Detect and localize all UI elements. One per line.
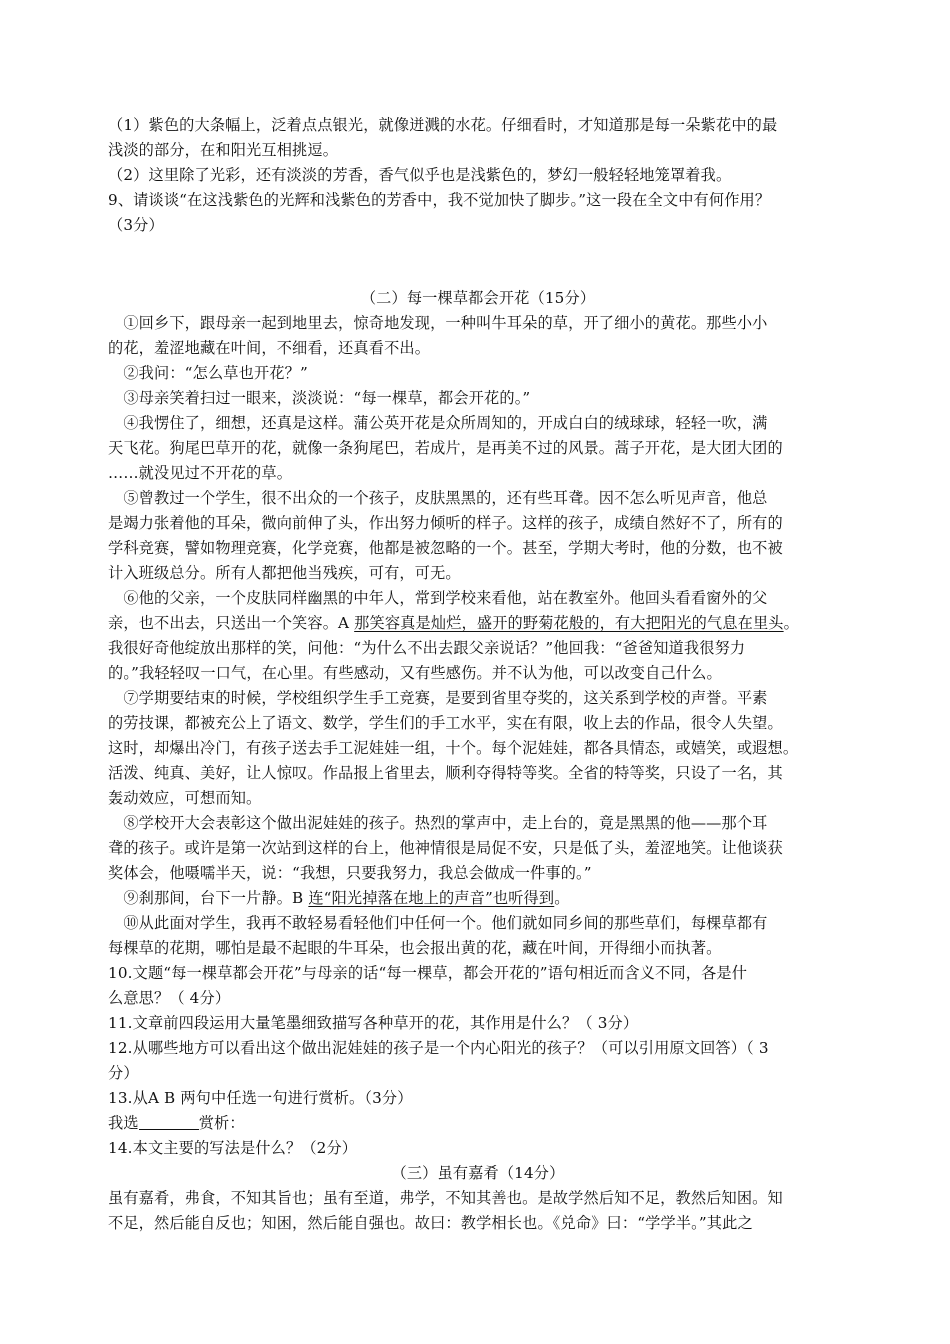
paragraph-5-line-3: 学科竞赛，譬如物理竞赛，化学竞赛，他都是被忽略的一个。甚至，学期大考时，他的分数，也不被: [108, 539, 783, 557]
question-10-line-1: 10.文题“每一棵草都会开花”与母亲的话“每一棵草，都会开花的”语句相近而含义不同，各是什: [108, 964, 748, 982]
paragraph-6-line-2-prefix: 亲，也不出去，只送出一个笑容。A: [108, 614, 355, 632]
paragraph-8-line-2: 聋的孩子。或许是第一次站到这样的台上，他神情很是局促不安，只是低了头，羞涩地笑。让他谈获: [108, 839, 783, 857]
sentence-b-underlined: 连“阳光掉落在地上的声音”也听得到: [308, 889, 555, 907]
paragraph-9: [108, 887, 848, 909]
paragraph-2: ②我问：“怎么草也开花？”: [108, 364, 308, 382]
answer-choice-line: [108, 1112, 848, 1134]
question-10-line-2: 么意思？（ 4分）: [108, 989, 231, 1007]
option-2-line: （2）这里除了光彩，还有淡淡的芳香，香气似乎也是浅紫色的，梦幻一般轻轻地笼罩着我。: [108, 166, 732, 184]
option-1-line-2: 浅淡的部分，在和阳光互相挑逗。: [108, 141, 339, 159]
paragraph-5-line-1: ⑤曾教过一个学生，很不出众的一个孩子，皮肤黑黑的，还有些耳聋。因不怎么听见声音，他总: [108, 489, 768, 507]
paragraph-4-line-2: 天飞花。狗尾巴草开的花，就像一条狗尾巴，若成片，是再美不过的风景。蒿子开花，是大团大团的: [108, 439, 783, 457]
paragraph-7-line-5: 轰动效应，可想而知。: [108, 789, 262, 807]
paragraph-5-line-2: 是竭力张着他的耳朵，微向前伸了头，作出努力倾听的样子。这样的孩子，成绩自然好不了，所有的: [108, 514, 783, 532]
paragraph-7-line-2: 的劳技课，都被充公上了语文、数学，学生们的手工水平，实在有限，收上去的作品，很令人失望。: [108, 714, 783, 732]
paragraph-6-line-4: 的。”我轻轻叹一口气，在心里。有些感动，又有些感伤。并不认为他，可以改变自己什么。: [108, 664, 722, 682]
classical-text-line-2: 不足，然后能自反也；知困，然后能自强也。故曰：教学相长也。《兑命》曰：“学学半。”其此之: [108, 1214, 753, 1232]
paragraph-9-prefix: ⑨刹那间，台下一片静。B: [108, 889, 309, 907]
question-9-score: （3分）: [108, 216, 164, 234]
paragraph-4-line-1: ④我愣住了，细想，还真是这样。蒲公英开花是众所周知的，开成白白的绒球球，轻轻一吹，满: [108, 414, 768, 432]
question-14: 14.本文主要的写法是什么？（2分）: [108, 1139, 358, 1157]
classical-text-line-1: 虽有嘉肴，弗食，不知其旨也；虽有至道，弗学，不知其善也。是故学然后知不足，教然后知困。知: [108, 1189, 783, 1207]
paragraph-10-line-2: 每棵草的花期，哪怕是最不起眼的牛耳朵，也会报出黄的花，藏在叶间，开得细小而执著。: [108, 939, 722, 957]
paragraph-8-line-3: 奖体会，他嗫嚅半天，说：“我想，只要我努力，我总会做成一件事的。”: [108, 864, 592, 882]
paragraph-7-line-3: 这时，却爆出冷门，有孩子送去手工泥娃娃一组，十个。每个泥娃娃，都各具情态，或嬉笑，或遐想。: [108, 739, 799, 757]
paragraph-7-line-4: 活泼、纯真、美好，让人惊叹。作品报上省里去，顺利夺得特等奖。全省的特等奖，只设了一名，其: [108, 764, 783, 782]
paragraph-5-line-4: 计入班级总分。所有人都把他当残疾，可有，可无。: [108, 564, 461, 582]
paragraph-6-line-1: ⑥他的父亲，一个皮肤同样幽黑的中年人，常到学校来看他，站在教室外。他回头看看窗外的父: [108, 589, 768, 607]
answer-blank[interactable]: [139, 1113, 199, 1130]
sentence-a-underlined: 那笑容真是灿烂，盛开的野菊花般的，有大把阳光的气息在里头: [354, 614, 784, 632]
question-11: 11.文章前四段运用大量笔墨细致描写各种草开的花，其作用是什么？（ 3分）: [108, 1014, 639, 1032]
answer-choice-prefix: 我选: [108, 1114, 139, 1132]
question-13: 13.从A B 两句中任选一句进行赏析。（3分）: [108, 1089, 413, 1107]
question-12-line-1: 12.从哪些地方可以看出这个做出泥娃娃的孩子是一个内心阳光的孩子？（可以引用原文回答）（ 3: [108, 1039, 769, 1057]
section-3-title: （三）虽有嘉肴（14分）: [391, 1164, 565, 1182]
question-12-line-2: 分）: [108, 1064, 139, 1082]
paragraph-9-suffix: 。: [554, 889, 570, 907]
paragraph-4-line-3: ……就没见过不开花的草。: [108, 464, 293, 482]
paragraph-1-line-2: 的花，羞涩地藏在叶间，不细看，还真看不出。: [108, 339, 431, 357]
paragraph-8-line-1: ⑧学校开大会表彰这个做出泥娃娃的孩子。热烈的掌声中，走上台的，竟是黑黑的他——那个耳: [108, 814, 768, 832]
paragraph-3: ③母亲笑着扫过一眼来，淡淡说：“每一棵草，都会开花的。”: [108, 389, 531, 407]
paragraph-1-line-1: ①回乡下，跟母亲一起到地里去，惊奇地发现，一种叫牛耳朵的草，开了细小的黄花。那些小小: [108, 314, 768, 332]
paragraph-7-line-1: ⑦学期要结束的时候，学校组织学生手工竞赛，是要到省里夺奖的，这关系到学校的声誉。平素: [108, 689, 768, 707]
paragraph-10-line-1: ⑩从此面对学生，我再不敢轻易看轻他们中任何一个。他们就如同乡间的那些草们，每棵草都有: [108, 914, 768, 932]
answer-choice-suffix: 赏析：: [198, 1114, 245, 1132]
question-9: 9、请谈谈“在这浅紫色的光辉和浅紫色的芳香中，我不觉加快了脚步。”这一段在全文中有何作用？: [108, 191, 771, 209]
paragraph-6-line-2-suffix: 。: [783, 614, 799, 632]
option-1-line-1: （1）紫色的大条幅上，泛着点点银光，就像迸溅的水花。仔细看时，才知道那是每一朵紫花中的最: [108, 116, 778, 134]
paragraph-6-line-2: [108, 612, 848, 634]
paragraph-6-line-3: 我很好奇他绽放出那样的笑，问他：“为什么不出去跟父亲说话？”他回我：“爸爸知道我很努力: [108, 639, 746, 657]
section-2-title: （二）每一棵草都会开花（15分）: [360, 289, 596, 307]
